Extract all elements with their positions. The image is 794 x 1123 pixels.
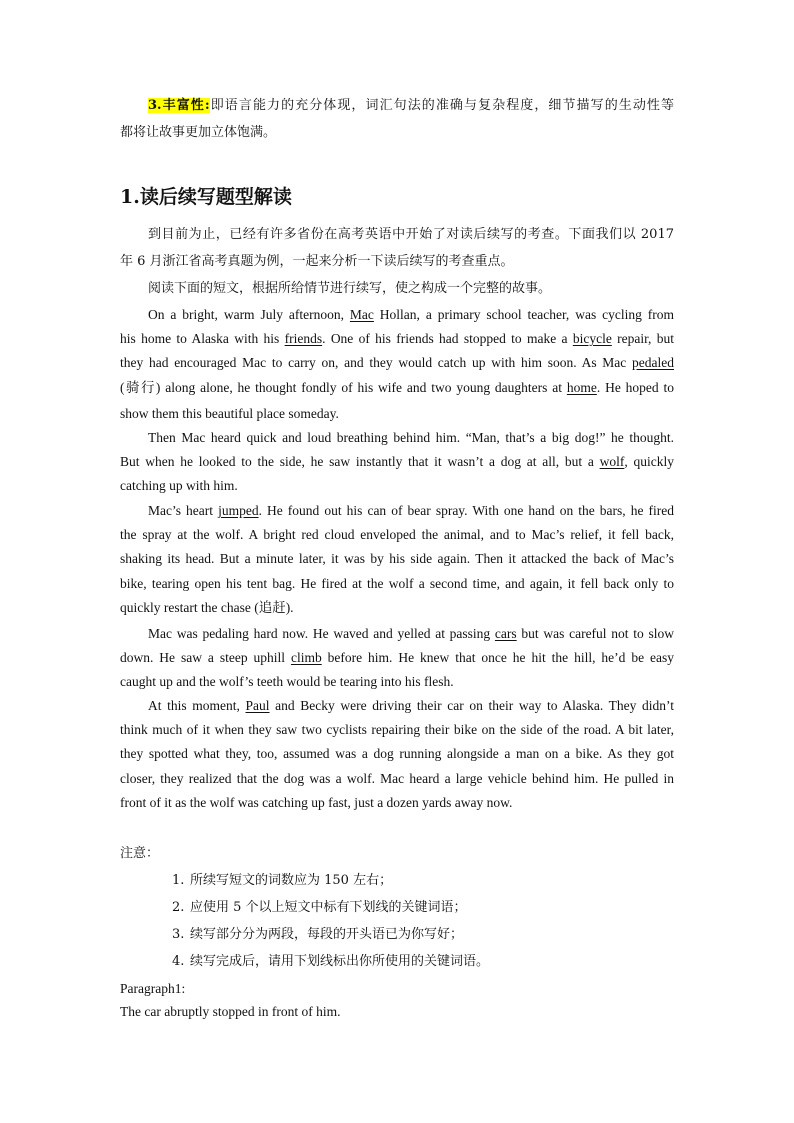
text-span: but was careful not to slow (516, 626, 674, 641)
passage-p3-line3: shaking its head. But a minute later, it was by his side again. Then it attacked the back of Mac’s (120, 551, 674, 566)
passage-p3-line4: bike, tearing open his tent bag. He fired at the wolf a second time, and again, it fell back only to (120, 576, 674, 591)
keyword-friends: friends (284, 331, 323, 346)
paragraph1-label: Paragraph1: (120, 981, 186, 996)
passage-p3-line2: the spray at the wolf. A bright red cloud enveloped the animal, and to Mac’s relief, it fell back, (120, 527, 674, 542)
text-span: they had encouraged Mac to carry on, and they would catch up with him soon. As Mac (120, 355, 633, 370)
note-item (172, 954, 489, 970)
note-number: 3. (172, 927, 185, 942)
note-number: 4. (172, 954, 185, 969)
keyword-cars: cars (494, 626, 517, 641)
keyword-pedaled: pedaled (632, 355, 674, 370)
text-span: . One of his friends had stopped to make a (322, 331, 573, 346)
passage-p1-line3 (120, 355, 674, 371)
passage-p5-line1 (120, 698, 674, 714)
passage-p4-line2 (120, 650, 674, 666)
passage-p5-line4: closer, they realized that the dog was a wolf. Mac heard a large vehicle behind him. He pulled in (120, 771, 674, 786)
text-span: , quickly (624, 454, 675, 469)
text-span: . He hoped to (596, 380, 674, 395)
passage-p4-line1 (120, 626, 674, 642)
paragraph1-opening: The car abruptly stopped in front of him. (120, 1004, 341, 1019)
text-span: (骑行) along alone, he thought fondly of his wife and two young daughters at (120, 380, 567, 395)
passage-p1-line4 (120, 380, 674, 396)
intro-line2: 年 6 月浙江省高考真题为例，一起来分析一下读后续写的考查重点。 (120, 254, 514, 269)
text-span: Mac’s heart (148, 503, 219, 518)
text-span: and Becky were driving their car on their way to Alaska. They didn’t (269, 698, 674, 713)
section3-label: 3.丰富性: (148, 98, 210, 113)
passage-p1-line5: show them this beautiful place someday. (120, 406, 339, 421)
note-number: 2. (172, 900, 185, 915)
passage-p4-line3: caught up and the wolf’s teeth would be tearing into his flesh. (120, 674, 454, 689)
keyword-mac: Mac (349, 307, 374, 322)
passage-p2-line3: catching up with him. (120, 478, 238, 493)
passage-p1-line2 (120, 331, 674, 347)
passage-p5-line5: front of it as the wolf was catching up fast, just a dozen yards away now. (120, 795, 513, 810)
intro-line3: 阅读下面的短文，根据所给情节进行续写，使之构成一个完整的故事。 (148, 281, 552, 296)
text-span: his home to Alaska with his (120, 331, 285, 346)
text-span: Mac was pedaling hard now. He waved and yelled at passing (148, 626, 495, 641)
keyword-bicycle: bicycle (572, 331, 612, 346)
text-span: . He found out his can of bear spray. With one hand on the bars, he fired (258, 503, 674, 518)
note-number: 1. (172, 873, 185, 888)
note-text: 续写部分分为两段，每段的开头语已为你写好； (190, 927, 464, 942)
notes-title: 注意： (120, 846, 160, 861)
text-span: On a bright, warm July afternoon, (148, 307, 350, 322)
note-item (172, 873, 392, 889)
keyword-home: home (566, 380, 597, 395)
intro-line1: 到目前为止，已经有许多省份在高考英语中开始了对读后续写的考查。下面我们以 2017 (148, 227, 674, 242)
text-span: repair, but (611, 331, 674, 346)
keyword-wolf: wolf (599, 454, 625, 469)
passage-p2-line2 (120, 454, 674, 470)
passage-p1-line1 (120, 307, 674, 323)
note-item (172, 900, 467, 916)
note-item (172, 927, 463, 943)
keyword-jumped: jumped (218, 503, 259, 518)
keyword-climb: climb (290, 650, 322, 665)
section-heading: 1.读后续写题型解读 (120, 186, 292, 208)
section3-text-1: 即语言能力的充分体现，词汇句法的准确与复杂程度，细节描写的生动性等 (209, 98, 674, 113)
note-text: 续写完成后，请用下划线标出你所使用的关键词语。 (190, 954, 490, 969)
note-text: 应使用 5 个以上短文中标有下划线的关键词语； (190, 900, 467, 915)
note-text: 所续写短文的词数应为 150 左右； (190, 873, 393, 888)
text-span: Hollan, a primary school teacher, was cycling from (373, 307, 674, 322)
keyword-paul: Paul (245, 698, 270, 713)
passage-p2-line1: Then Mac heard quick and loud breathing behind him. “Man, that’s a big dog!” he thought. (148, 430, 674, 445)
text-span: But when he looked to the side, he saw instantly that it wasn’t a dog at all, but a (120, 454, 600, 469)
section3-line1 (120, 98, 674, 114)
text-span: before him. He knew that once he hit the hill, he’d be easy (321, 650, 674, 665)
passage-p5-line3: they spotted what they, too, assumed was a dog running alongside a man on a bike. As they got (120, 746, 674, 761)
text-span: down. He saw a steep uphill (120, 650, 291, 665)
passage-p3-line1 (120, 503, 674, 519)
text-span: At this moment, (148, 698, 246, 713)
passage-p3-line5: quickly restart the chase (追赶). (120, 600, 294, 615)
section3-line2: 都将让故事更加立体饱满。 (120, 125, 277, 140)
passage-p5-line2: think much of it when they saw two cyclists repairing their bike on the side of the road. A bit later, (120, 722, 674, 737)
